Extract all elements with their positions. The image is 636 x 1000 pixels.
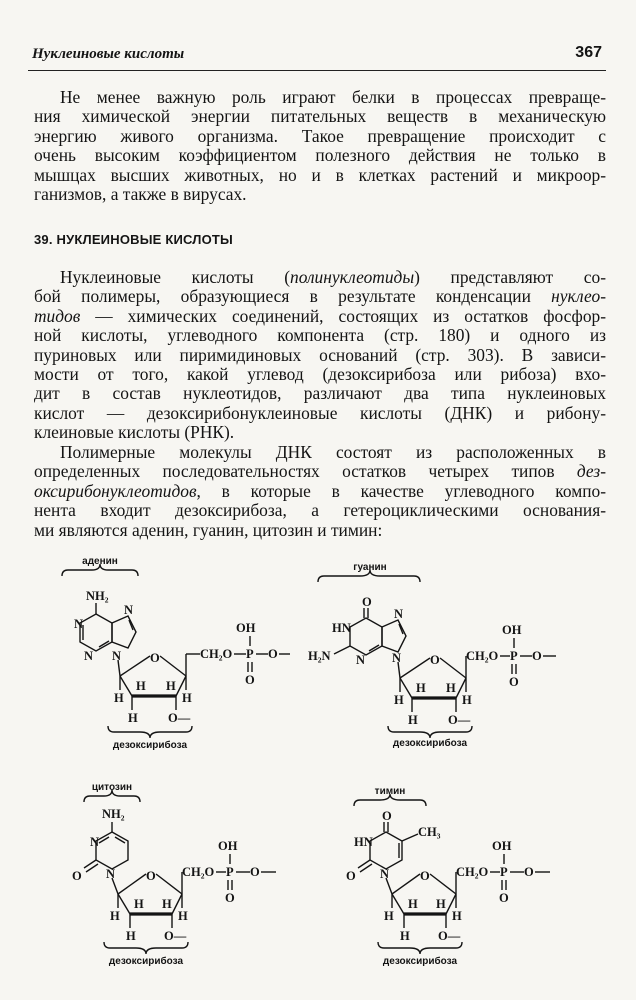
header-title: Нуклеиновые кислоты bbox=[32, 46, 185, 62]
phosphate-oxygen: O bbox=[524, 865, 534, 879]
bond bbox=[334, 646, 350, 654]
nucleotide-structures bbox=[0, 550, 636, 990]
n-atom: N bbox=[74, 617, 84, 631]
hn-group: HN bbox=[354, 835, 373, 849]
h-atom: H bbox=[136, 679, 146, 693]
text-run: — химических соединений, состоящих из остатков фосфор- bbox=[80, 305, 606, 326]
text-line: ми являются аденин, гуанин, цитозин и тимин: bbox=[34, 519, 383, 540]
oh-group: OH bbox=[236, 621, 256, 635]
nh2-group: NH₂ bbox=[102, 807, 125, 821]
text-line: мышцах высших животных, но и в клетках растений и микроор- bbox=[34, 164, 606, 185]
term-nucleotides: нуклео- bbox=[551, 286, 606, 307]
h-atom: H bbox=[162, 897, 172, 911]
text-run: , в которые в качестве углеводного компо- bbox=[196, 480, 606, 501]
imidazole-ring bbox=[382, 620, 406, 652]
n-atom: N bbox=[84, 649, 94, 663]
phosphate-oxygen: O bbox=[532, 649, 542, 663]
pyrimidine-ring bbox=[80, 614, 112, 651]
nh2-group: NH₂ bbox=[86, 589, 109, 603]
text-line: клеиновые кислоты (РНК). bbox=[34, 422, 235, 443]
text-line bbox=[34, 307, 606, 326]
phosphate-oxygen: O bbox=[250, 865, 260, 879]
oh-group: OH bbox=[218, 839, 238, 853]
ring-oxygen: O bbox=[150, 651, 160, 665]
guanine-nucleotide bbox=[308, 562, 556, 749]
text-line: пуриновых или пиримидиновых оснований (стр. 303). В зависи- bbox=[34, 344, 606, 365]
sugar-brace bbox=[388, 726, 472, 738]
ring-bond bbox=[392, 894, 404, 914]
guanine-label: гуанин bbox=[353, 562, 387, 573]
adenine-nucleotide bbox=[62, 556, 290, 751]
text-line bbox=[34, 287, 606, 306]
deoxyribose-label: дезоксирибоза bbox=[112, 740, 188, 751]
h-atom: H bbox=[452, 909, 462, 923]
ring-oxygen: O bbox=[146, 869, 156, 883]
text-run: Нуклеиновые кислоты ( bbox=[60, 267, 290, 287]
methyl-group: CH₃ bbox=[418, 825, 441, 839]
n-atom: N bbox=[112, 649, 122, 663]
ring-bond bbox=[400, 658, 430, 678]
phosphate-oxygen: O bbox=[499, 891, 509, 905]
ch2o-group: CH₂O bbox=[182, 865, 215, 879]
h-atom: H bbox=[166, 679, 176, 693]
ring-bond bbox=[118, 894, 130, 914]
cytosine-label: цитозин bbox=[91, 782, 133, 793]
ring-oxygen: O bbox=[420, 869, 430, 883]
deoxyribose-label: дезоксирибоза bbox=[392, 738, 468, 749]
carbonyl-oxygen: O bbox=[72, 869, 82, 883]
o-link: O— bbox=[164, 929, 187, 943]
h-atom: H bbox=[182, 691, 192, 705]
o-link: O— bbox=[168, 711, 191, 725]
ring-bond bbox=[118, 874, 146, 894]
term-deoxyribonucleotides: дез- bbox=[576, 461, 606, 482]
n-atom: N bbox=[356, 653, 366, 667]
page-number: 367 bbox=[575, 44, 602, 61]
text-line: кислот — дезоксирибонуклеиновые кислоты (ДНК) и рибону- bbox=[34, 402, 606, 423]
h-atom: H bbox=[114, 691, 124, 705]
thymine-nucleotide bbox=[346, 786, 550, 967]
text-line: нента входит дезоксирибоза, а гетероциклическими основания- bbox=[34, 500, 606, 521]
term-deoxyribonucleotides: оксирибонуклеотидов bbox=[34, 480, 197, 501]
running-header bbox=[28, 40, 606, 71]
h-atom: H bbox=[394, 693, 404, 707]
deoxyribose-label: дезоксирибоза bbox=[382, 956, 458, 967]
text-run: определенных последовательностях остатков четырех типов bbox=[34, 461, 577, 482]
h-atom: H bbox=[134, 897, 144, 911]
text-line: ной кислоты, углеводного компонента (стр. 180) и одного из bbox=[34, 325, 606, 346]
n-atom: N bbox=[392, 651, 402, 665]
phosphorus: P bbox=[510, 649, 518, 663]
h-atom: H bbox=[126, 929, 136, 943]
ch2o-group: CH₂O bbox=[456, 865, 489, 879]
h-atom: H bbox=[436, 897, 446, 911]
text-line: дит в состав нуклеотидов, различают два типа нуклеиновых bbox=[34, 383, 606, 404]
section-heading: 39. НУКЛЕИНОВЫЕ КИСЛОТЫ bbox=[34, 232, 233, 247]
n-atom: N bbox=[394, 607, 404, 621]
dna-paragraph bbox=[34, 443, 606, 540]
n-atom: N bbox=[106, 867, 116, 881]
adenine-label: аденин bbox=[82, 556, 118, 567]
ch2o-group: CH₂O bbox=[466, 649, 499, 663]
ring-bond bbox=[440, 658, 466, 678]
text-run: бой полимеры, образующиеся в результате конденсации bbox=[34, 286, 552, 307]
h-atom: H bbox=[178, 909, 188, 923]
text-line: Полимерные молекулы ДНК состоят из расположенных в bbox=[60, 442, 606, 462]
o-link: O— bbox=[448, 713, 471, 727]
h-atom: H bbox=[110, 909, 120, 923]
h-atom: H bbox=[408, 713, 418, 727]
o-link: O— bbox=[438, 929, 461, 943]
hn-group: HN bbox=[332, 621, 351, 635]
deoxyribose-label: дезоксирибоза bbox=[108, 956, 184, 967]
phosphorus: P bbox=[226, 865, 234, 879]
pyrimidine-ring bbox=[350, 618, 382, 655]
text-line: ганизмов, а также в вирусах. bbox=[34, 184, 247, 205]
text-line: энергию живого организма. Такое превращение происходит с bbox=[34, 125, 606, 146]
h-atom: H bbox=[416, 681, 426, 695]
carbonyl-oxygen: O bbox=[362, 595, 372, 609]
text-line: мости от того, какой углевод (дезоксирибоза или рибоза) вхо- bbox=[34, 364, 606, 385]
phosphate-oxygen: O bbox=[225, 891, 235, 905]
term-polynucleotides: полинуклеотиды bbox=[290, 267, 415, 287]
phosphorus: P bbox=[500, 865, 508, 879]
h-atom: H bbox=[462, 693, 472, 707]
sugar-brace bbox=[108, 726, 192, 738]
carbonyl-oxygen: O bbox=[382, 809, 392, 823]
text-line bbox=[34, 268, 606, 287]
sugar-brace bbox=[104, 942, 188, 954]
text-line: Не менее важную роль играют белки в процессах превраще- bbox=[60, 87, 606, 107]
ring-bond bbox=[156, 874, 182, 894]
oh-group: OH bbox=[492, 839, 512, 853]
text-line bbox=[34, 462, 606, 481]
phosphate-oxygen: O bbox=[245, 673, 255, 687]
phosphate-oxygen: O bbox=[268, 647, 278, 661]
h-atom: H bbox=[446, 681, 456, 695]
term-nucleotides: тидов bbox=[34, 305, 81, 326]
h2n-group: H₂N bbox=[308, 649, 331, 663]
h-atom: H bbox=[384, 909, 394, 923]
imidazole-ring bbox=[112, 616, 136, 648]
text-run: ) представляют со- bbox=[414, 267, 606, 287]
n-atom: N bbox=[90, 835, 100, 849]
pyrimidine-ring bbox=[96, 832, 128, 869]
h-atom: H bbox=[408, 897, 418, 911]
thymine-label: тимин bbox=[374, 786, 406, 797]
nucleic-acids-paragraph bbox=[34, 268, 606, 443]
ring-oxygen: O bbox=[430, 653, 440, 667]
ring-bond bbox=[430, 874, 456, 894]
intro-paragraph bbox=[34, 88, 606, 204]
n-atom: N bbox=[380, 867, 390, 881]
sugar-brace bbox=[378, 942, 462, 954]
cytosine-nucleotide bbox=[72, 782, 276, 967]
ring-bond bbox=[160, 656, 186, 676]
text-line: очень высоким коэффициентом полезного действия не только в bbox=[34, 145, 606, 166]
oh-group: OH bbox=[502, 623, 522, 637]
n-atom: N bbox=[124, 603, 134, 617]
h-atom: H bbox=[128, 711, 138, 725]
bond bbox=[402, 834, 418, 841]
phosphorus: P bbox=[246, 647, 254, 661]
carbonyl-oxygen: O bbox=[346, 869, 356, 883]
text-line: ния химической энергии питательных веществ в механическую bbox=[34, 106, 606, 127]
ring-bond bbox=[392, 874, 420, 894]
pyrimidine-ring bbox=[370, 832, 402, 869]
text-line bbox=[34, 482, 606, 501]
ring-bond bbox=[120, 656, 150, 676]
ch2o-group: CH₂O bbox=[200, 647, 233, 661]
phosphate-oxygen: O bbox=[509, 675, 519, 689]
h-atom: H bbox=[400, 929, 410, 943]
